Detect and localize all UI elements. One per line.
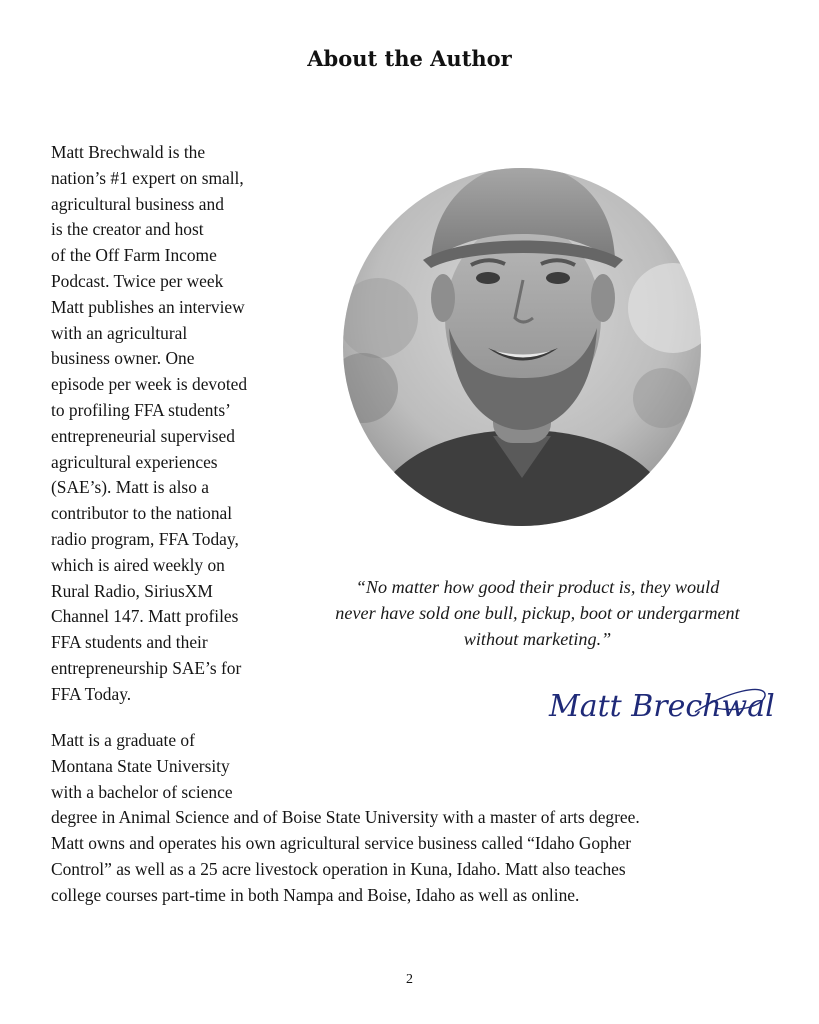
bio-line: Matt Brechwald is the (51, 142, 206, 162)
bio-line: business owner. One (51, 348, 195, 369)
bio-line: radio program, FFA Today, (51, 528, 239, 549)
bio-line: (SAE’s). Matt is also a (51, 477, 209, 498)
author-portrait-photo (343, 168, 701, 526)
bio-line: agricultural experiences (51, 451, 218, 472)
bio-line: degree in Animal Science and of Boise State University with a master of arts degree. (51, 807, 640, 828)
bio-line: Matt publishes an interview (51, 296, 245, 317)
bio-line: Channel 147. Matt profiles (51, 606, 239, 627)
quote-line: never have sold one bull, pickup, boot or undergarment (335, 603, 740, 623)
bio-line: Matt is a graduate of (51, 730, 195, 750)
bio-line: Rural Radio, SiriusXM (51, 580, 213, 601)
bio-line: Podcast. Twice per week (51, 270, 224, 291)
bio-line: with a bachelor of science (51, 781, 233, 802)
bio-line: FFA Today. (51, 683, 132, 704)
bio-paragraph-1 (51, 140, 247, 708)
bio-line: episode per week is devoted (51, 374, 248, 395)
bio-line: Montana State University (51, 755, 230, 776)
quote-line: “No matter how good their product is, they would (355, 577, 720, 597)
bio-line: agricultural business and (51, 193, 224, 214)
bio-paragraph-2 (51, 728, 640, 909)
bio-line: of the Off Farm Income (51, 245, 217, 266)
bio-line: college courses part-time in both Nampa and Boise, Idaho as well as online. (51, 884, 580, 905)
bio-line: entrepreneurial supervised (51, 425, 235, 446)
bio-line: contributor to the national (51, 503, 233, 524)
bio-line: which is aired weekly on (51, 554, 225, 575)
bio-line: with an agricultural (51, 322, 188, 343)
author-quote (300, 574, 775, 652)
page-title: About the Author (307, 46, 512, 71)
bio-line: entrepreneurship SAE’s for (51, 657, 242, 678)
page-number: 2 (406, 972, 413, 987)
quote-line: without marketing.” (463, 629, 612, 649)
signature-text: Matt Brechwald (549, 689, 775, 724)
bio-line: Control” as well as a 25 acre livestock operation in Kuna, Idaho. Matt also teaches (51, 858, 626, 879)
bio-line: nation’s #1 expert on small, (51, 167, 244, 188)
bio-line: FFA students and their (51, 632, 208, 653)
author-signature (545, 672, 775, 742)
bio-line: is the creator and host (51, 219, 204, 240)
bio-line: to profiling FFA students’ (51, 399, 231, 420)
bio-line: Matt owns and operates his own agricultural service business called “Idaho Gopher (51, 833, 631, 854)
